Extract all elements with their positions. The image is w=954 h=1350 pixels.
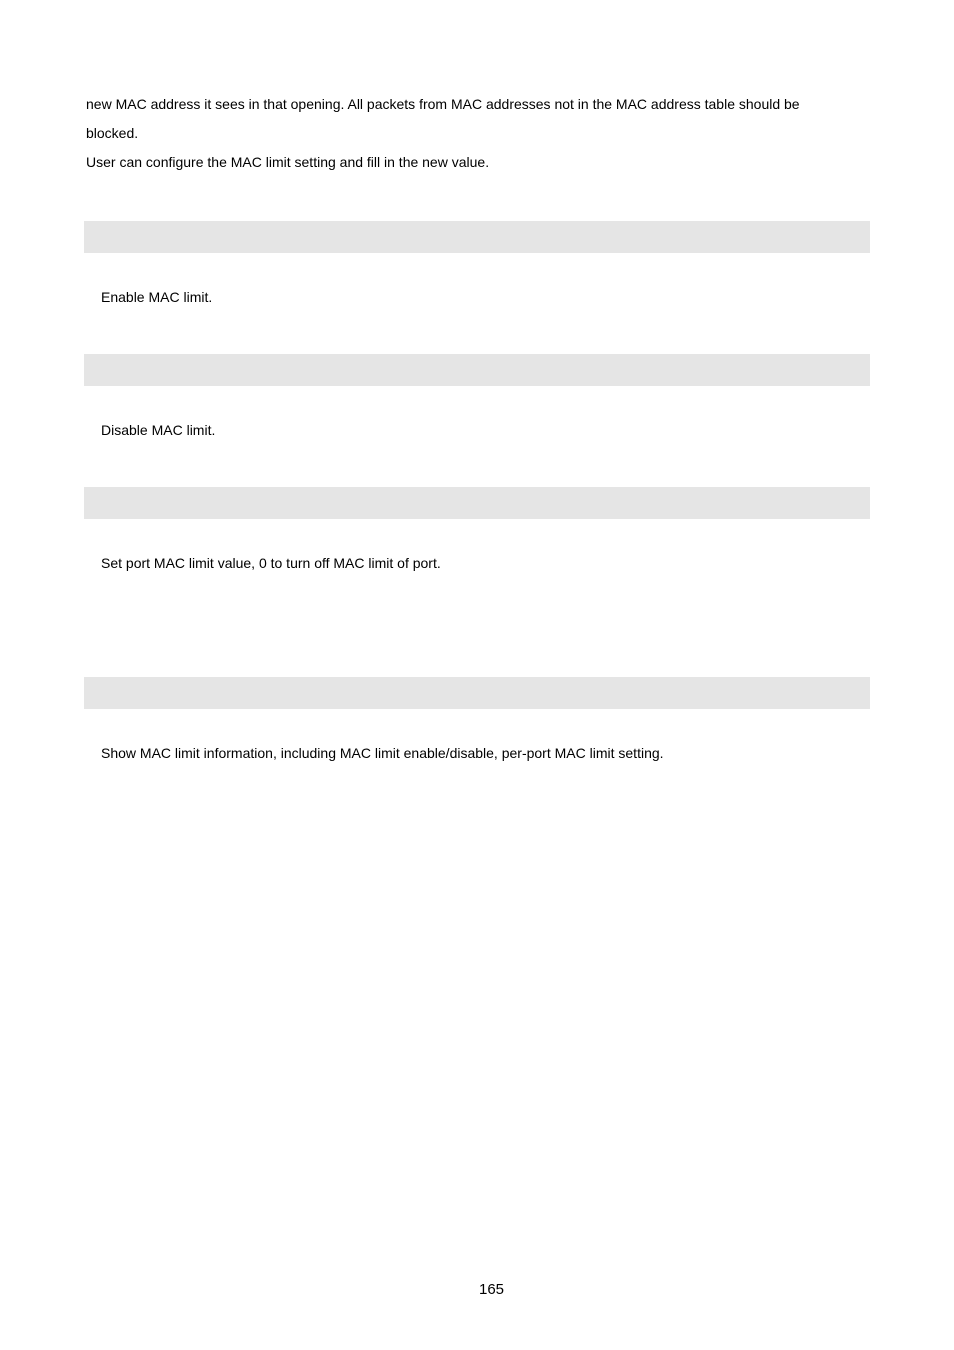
command-header-bar — [84, 221, 870, 253]
command-description: Enable MAC limit. — [101, 289, 213, 305]
command-header-bar — [84, 487, 870, 519]
intro-line: new MAC address it sees in that opening. All packets from MAC addresses not in the MAC address table should be — [86, 96, 800, 112]
page-number: 165 — [478, 1281, 505, 1298]
command-description: Disable MAC limit. — [101, 422, 216, 438]
command-description: Show MAC limit information, including MAC limit enable/disable, per-port MAC limit setting. — [101, 745, 664, 761]
command-header-bar — [84, 677, 870, 709]
command-header-bar — [84, 354, 870, 386]
intro-line: User can configure the MAC limit setting and fill in the new value. — [86, 154, 490, 170]
intro-paragraph — [86, 90, 866, 177]
command-description: Set port MAC limit value, 0 to turn off MAC limit of port. — [101, 555, 441, 571]
intro-line: blocked. — [86, 125, 139, 141]
